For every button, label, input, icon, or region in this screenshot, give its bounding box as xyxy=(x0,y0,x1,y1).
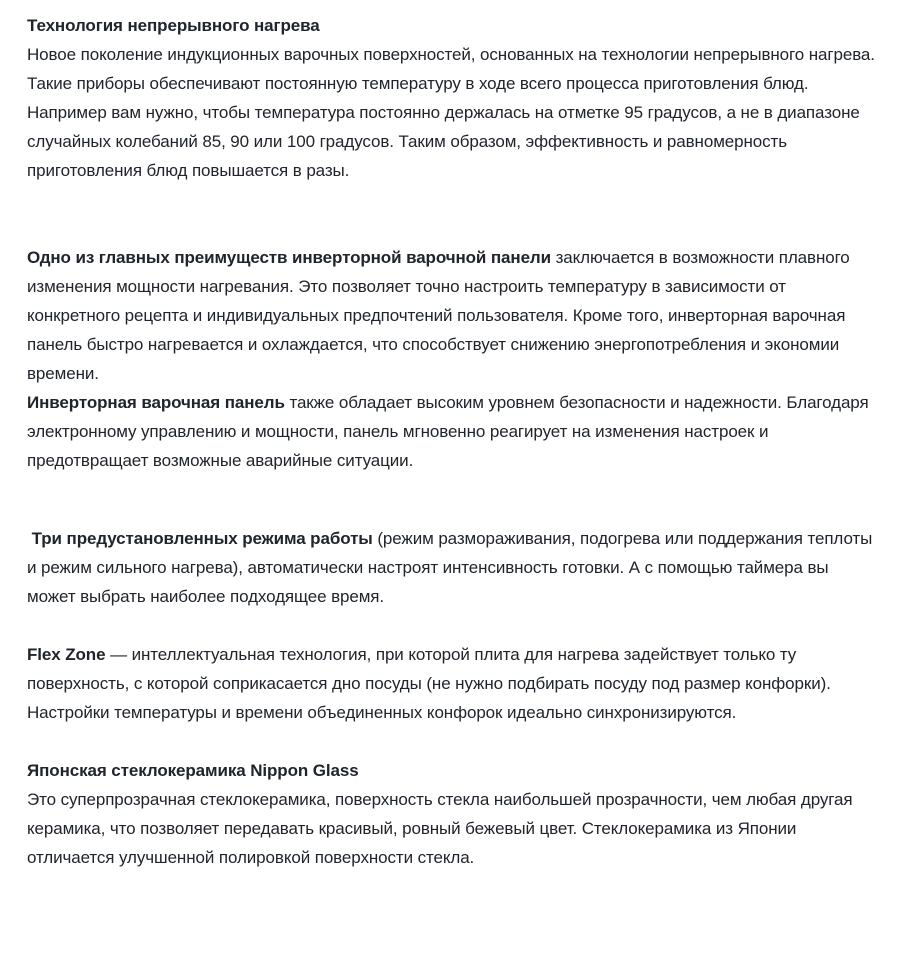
paragraph-rest: (режим размораживания, подогрева или поддержания теплоты и режим сильного нагрева), автоматически настроят интенсивность готовки. А с помощью таймера вы может выбрать наиболее подходящее время. xyxy=(27,529,877,606)
section-heading xyxy=(27,11,877,40)
paragraph xyxy=(27,243,877,388)
paragraph-lead-bold: Три предустановленных режима работы xyxy=(27,529,373,548)
section-continuous-heating xyxy=(27,11,880,185)
paragraph-lead-bold: Инверторная варочная панель xyxy=(27,393,285,412)
section-nippon-glass xyxy=(27,756,877,872)
paragraph-rest: — интеллектуальная технология, при которой плита для нагрева задействует только ту поверхность, с которой соприкасается дно посуды (не нужно подбирать посуду под размер конфорки). Настройки температуры и времени объединенных конфорок идеально синхронизируются. xyxy=(27,645,836,722)
section-preset-modes xyxy=(27,524,877,611)
paragraph xyxy=(27,388,877,475)
section-heading xyxy=(27,756,877,785)
section-body: Это суперпрозрачная стеклокерамика, поверхность стекла наибольшей прозрачности, чем любая другая керамика, что позволяет передавать красивый, ровный бежевый цвет. Стеклокерамика из Японии отличается улучшенной полировкой поверхности стекла. xyxy=(27,790,858,867)
section-inverter-advantages xyxy=(27,243,877,475)
paragraph-rest: также обладает высоким уровнем безопасности и надежности. Благодаря электронному управлению и мощности, панель мгновенно реагирует на изменения настроек и предотвращает возможные аварийные ситуации. xyxy=(27,393,874,470)
section-flex-zone xyxy=(27,640,877,727)
paragraph-lead-bold: Одно из главных преимуществ инверторной варочной панели xyxy=(27,248,551,267)
paragraph xyxy=(27,524,877,611)
paragraph-rest: заключается в возможности плавного изменения мощности нагревания. Это позволяет точно настроить температуру в зависимости от конкретного рецепта и индивидуальных предпочтений пользователя. Кроме того, инверторная варочная панель быстро нагревается и охлаждается, что способствует снижению энергопотребления и экономии времени. xyxy=(27,248,855,383)
heading-text: Технология непрерывного нагрева xyxy=(27,16,320,35)
paragraph-lead-bold: Flex Zone xyxy=(27,645,106,664)
heading-text: Японская стеклокерамика Nippon Glass xyxy=(27,761,359,780)
section-body: Новое поколение индукционных варочных поверхностей, основанных на технологии непрерывного нагрева. Такие приборы обеспечивают постоянную температуру в ходе всего процесса приготовления блюд. Например вам нужно, чтобы температура постоянно держалась на отметке 95 градусов, а не в диапазоне случайных колебаний 85, 90 или 100 градусов. Таким образом, эффективность и равномерность приготовления блюд повышается в разы. xyxy=(27,45,880,180)
paragraph xyxy=(27,640,877,727)
